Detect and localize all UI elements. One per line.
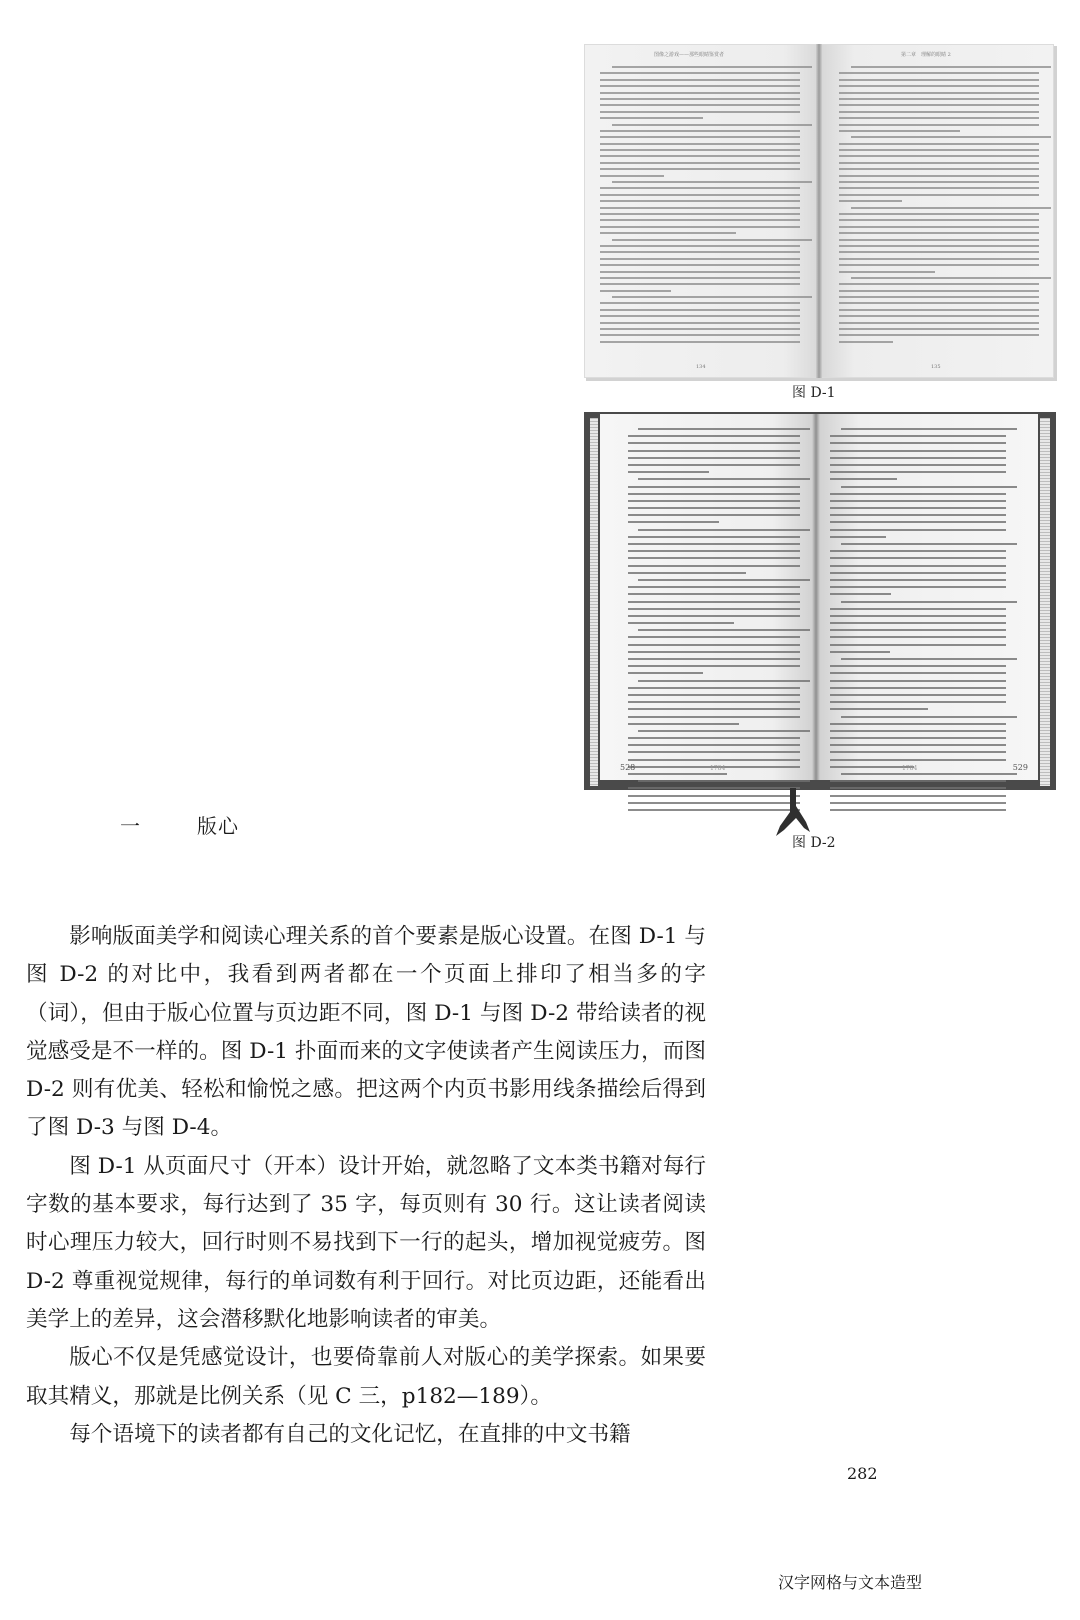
text-line [830, 529, 1006, 531]
text-line [638, 730, 810, 732]
text-line [600, 277, 800, 279]
text-line [600, 155, 800, 157]
text-line [600, 104, 800, 106]
text-line [600, 130, 800, 132]
text-line [600, 149, 800, 151]
text-line [628, 665, 800, 667]
text-line [600, 72, 800, 74]
text-line [830, 629, 1006, 631]
text-line [628, 687, 800, 689]
text-line [841, 716, 1017, 718]
text-line [830, 737, 1006, 739]
text-line [628, 442, 800, 444]
text-line [600, 264, 800, 266]
text-line [830, 665, 1006, 667]
text-line [830, 586, 1006, 588]
text-line [628, 651, 800, 653]
text-line [839, 168, 1039, 170]
text-line [600, 85, 800, 87]
book-gutter [812, 414, 820, 780]
text-line [600, 341, 800, 343]
text-line [600, 219, 800, 221]
text-line [830, 457, 1006, 459]
left-folio: 134 [696, 364, 706, 370]
left-text-block [628, 428, 800, 816]
text-line [628, 608, 800, 610]
text-line [830, 450, 1006, 452]
left-running-head: 图像之游戏——那些眼睛鉴赏者 [654, 52, 725, 58]
text-line [600, 290, 671, 292]
text-line [830, 723, 1006, 725]
left-mid-mark: 1784 [710, 765, 726, 772]
text-line [830, 701, 1006, 703]
text-line [851, 66, 1051, 68]
text-line [628, 593, 800, 595]
text-line [839, 334, 1039, 336]
text-line [830, 787, 1006, 789]
text-line [600, 194, 800, 196]
text-line [839, 194, 1039, 196]
figure-d1-caption: 图 D-1 [792, 385, 836, 401]
text-line [600, 283, 800, 285]
text-line [600, 187, 800, 189]
text-line [600, 111, 800, 113]
text-line [638, 629, 810, 631]
left-page-edges [590, 418, 598, 786]
text-line [839, 232, 1039, 234]
text-line [839, 290, 1039, 292]
text-line [830, 521, 1006, 523]
text-line [628, 500, 800, 502]
text-line [628, 701, 800, 703]
text-line [841, 658, 1017, 660]
text-line [830, 708, 928, 710]
text-line [628, 435, 800, 437]
text-line [830, 442, 1006, 444]
text-line [628, 723, 739, 725]
text-line [600, 232, 736, 234]
text-line [628, 622, 734, 624]
text-line [830, 464, 1006, 466]
section-heading [120, 810, 239, 839]
text-line [830, 536, 886, 538]
text-line [839, 155, 1039, 157]
text-line [628, 536, 800, 538]
text-line [600, 315, 800, 317]
text-line [600, 162, 800, 164]
text-line [628, 550, 800, 552]
text-line [830, 694, 1006, 696]
text-line [638, 428, 810, 430]
text-line [628, 493, 800, 495]
text-line [851, 207, 1051, 209]
right-text-block [839, 66, 1039, 348]
text-line [600, 207, 800, 209]
left-page [600, 414, 816, 780]
text-line [839, 341, 893, 343]
text-line [600, 213, 800, 215]
text-line [830, 680, 1006, 682]
text-line [628, 464, 800, 466]
text-line [638, 579, 810, 581]
text-line [600, 226, 800, 228]
text-line [600, 251, 800, 253]
text-line [839, 271, 935, 273]
text-line [839, 302, 1039, 304]
text-line [830, 579, 1006, 581]
text-line [830, 478, 897, 480]
text-line [830, 622, 1006, 624]
paragraph-2: 图 D-1 从页面尺寸（开本）设计开始，就忽略了文本类书籍对每行字数的基本要求，每行达到了 35 字，每页则有 30 行。这让读者阅读时心理压力较大，回行时则不易找到下一行的起头，增加视觉疲劳。图 D-2 尊重视觉规律，每行的单词数有利于回行。对比页边距，还能看出美学上的差异，这会潜移默化地影响读者的审美。 [26, 1153, 706, 1332]
text-line [851, 136, 1051, 138]
text-line [839, 72, 1039, 74]
text-line [830, 687, 1006, 689]
text-line [841, 773, 1017, 775]
section-number: 一 [120, 814, 141, 838]
text-line [839, 226, 1039, 228]
text-line [839, 175, 1039, 177]
text-line [628, 744, 800, 746]
right-folio: 529 [1012, 763, 1028, 772]
text-line [612, 181, 812, 183]
text-line [600, 143, 800, 145]
text-line [839, 309, 1039, 311]
text-line [628, 773, 727, 775]
right-page [819, 44, 1054, 378]
text-line [830, 644, 1006, 646]
text-line [628, 615, 800, 617]
text-line [839, 104, 1039, 106]
text-line [839, 181, 1039, 183]
text-line [839, 251, 1039, 253]
text-line [830, 672, 1006, 674]
text-line [839, 239, 1039, 241]
text-line [830, 780, 1006, 782]
text-line [628, 759, 800, 761]
text-line [830, 435, 1006, 437]
text-line [638, 478, 810, 480]
right-running-head: 第二章 理解的眼睛 2 [901, 52, 951, 58]
text-line [628, 486, 800, 488]
text-line [830, 759, 1006, 761]
text-line [830, 730, 1006, 732]
text-line [628, 658, 800, 660]
paragraph-4: 每个语境下的读者都有自己的文化记忆，在直排的中文书籍 [69, 1421, 631, 1447]
text-line [600, 245, 800, 247]
left-page [584, 44, 819, 378]
text-line [628, 565, 800, 567]
text-line [628, 514, 800, 516]
text-line [830, 608, 1006, 610]
text-line [628, 450, 800, 452]
text-line [600, 258, 800, 260]
text-line [830, 615, 1006, 617]
text-line [839, 85, 1039, 87]
text-line [600, 175, 664, 177]
text-line [830, 493, 1006, 495]
text-line [600, 98, 800, 100]
text-line [628, 543, 800, 545]
text-line [839, 258, 1039, 260]
paragraph-1: 影响版面美学和阅读心理关系的首个要素是版心设置。在图 D-1 与图 D-2 的对比中，我看到两者都在一个页面上排印了相当多的字（词），但由于版心位置与页边距不同，图 D-1 与图 D-2 带给读者的视觉感受是不一样的。图 D-1 扑面而来的文字使读者产生阅读压力，而图 D-2 则有优美、轻松和愉悦之感。把这两个内页书影用线条描绘后得到了图 D-3 与图 D-4。 [26, 924, 706, 1141]
text-line [830, 550, 1006, 552]
text-line [839, 98, 1039, 100]
figure-d2-photo [584, 412, 1056, 790]
text-line [612, 296, 812, 298]
text-line [839, 283, 1039, 285]
figure-d1-photo [584, 44, 1054, 378]
text-line [638, 680, 810, 682]
text-line [830, 795, 1006, 797]
text-line [600, 328, 800, 330]
text-line [839, 219, 1039, 221]
right-text-block [830, 428, 1006, 816]
text-line [830, 557, 1006, 559]
text-line [839, 149, 1039, 151]
text-line [830, 500, 1006, 502]
text-line [628, 457, 800, 459]
text-line [628, 586, 800, 588]
text-line [830, 802, 1006, 804]
right-mid-mark: 1784 [902, 765, 918, 772]
page-number: 282 [847, 1464, 878, 1483]
text-line [841, 601, 1017, 603]
text-line [839, 79, 1039, 81]
text-line [600, 79, 800, 81]
ribbon-bookmark [770, 788, 814, 838]
body-text [26, 918, 706, 1454]
text-line [628, 737, 800, 739]
paragraph-3: 版心不仅是凭感觉设计，也要倚靠前人对版心的美学探索。如果要取其精义，那就是比例关系（见 C 三，p182—189）。 [26, 1345, 706, 1409]
text-line [839, 111, 1039, 113]
right-page [816, 414, 1038, 780]
text-line [839, 264, 1039, 266]
text-line [839, 328, 1039, 330]
text-line [638, 529, 810, 531]
text-line [628, 694, 800, 696]
left-text-block [600, 66, 800, 348]
text-line [600, 309, 800, 311]
text-line [839, 213, 1039, 215]
text-line [628, 557, 800, 559]
right-page-edges [1040, 418, 1050, 786]
text-line [841, 486, 1017, 488]
text-line [628, 672, 703, 674]
text-line [628, 601, 800, 603]
text-line [841, 428, 1017, 430]
text-line [839, 143, 1039, 145]
right-folio: 135 [931, 364, 941, 370]
text-line [600, 334, 800, 336]
text-line [600, 168, 800, 170]
text-line [628, 751, 800, 753]
text-line [600, 117, 703, 119]
text-line [841, 543, 1017, 545]
text-line [600, 271, 800, 273]
text-line [839, 315, 1039, 317]
text-line [600, 322, 800, 324]
text-line [612, 66, 812, 68]
text-line [628, 572, 746, 574]
text-line [638, 780, 810, 782]
text-line [600, 302, 800, 304]
text-line [830, 507, 1006, 509]
book-gutter [816, 44, 822, 378]
text-line [612, 239, 812, 241]
text-line [839, 187, 1039, 189]
text-line [839, 117, 1039, 119]
text-line [830, 751, 1006, 753]
text-line [612, 124, 812, 126]
text-line [839, 245, 1039, 247]
text-line [830, 636, 1006, 638]
text-line [830, 471, 1006, 473]
text-line [830, 565, 1006, 567]
text-line [830, 809, 1006, 811]
text-line [628, 716, 800, 718]
text-line [628, 521, 719, 523]
book-title: 汉字网格与文本造型 [778, 1573, 923, 1592]
text-line [839, 296, 1039, 298]
text-line [830, 514, 1006, 516]
text-line [830, 651, 890, 653]
text-line [839, 322, 1039, 324]
section-title: 版心 [197, 814, 239, 838]
text-line [851, 277, 1051, 279]
text-line [628, 708, 800, 710]
text-line [600, 136, 800, 138]
text-line [830, 572, 1006, 574]
left-folio: 528 [620, 763, 636, 772]
text-line [839, 200, 902, 202]
text-line [839, 92, 1039, 94]
text-line [628, 507, 800, 509]
text-line [830, 593, 891, 595]
text-line [600, 200, 800, 202]
text-line [839, 124, 1039, 126]
text-line [628, 644, 800, 646]
text-line [628, 636, 800, 638]
text-line [830, 744, 1006, 746]
text-line [600, 92, 800, 94]
figure-d2-caption: 图 D-2 [792, 835, 836, 851]
text-line [839, 130, 960, 132]
text-line [628, 471, 709, 473]
text-line [839, 162, 1039, 164]
